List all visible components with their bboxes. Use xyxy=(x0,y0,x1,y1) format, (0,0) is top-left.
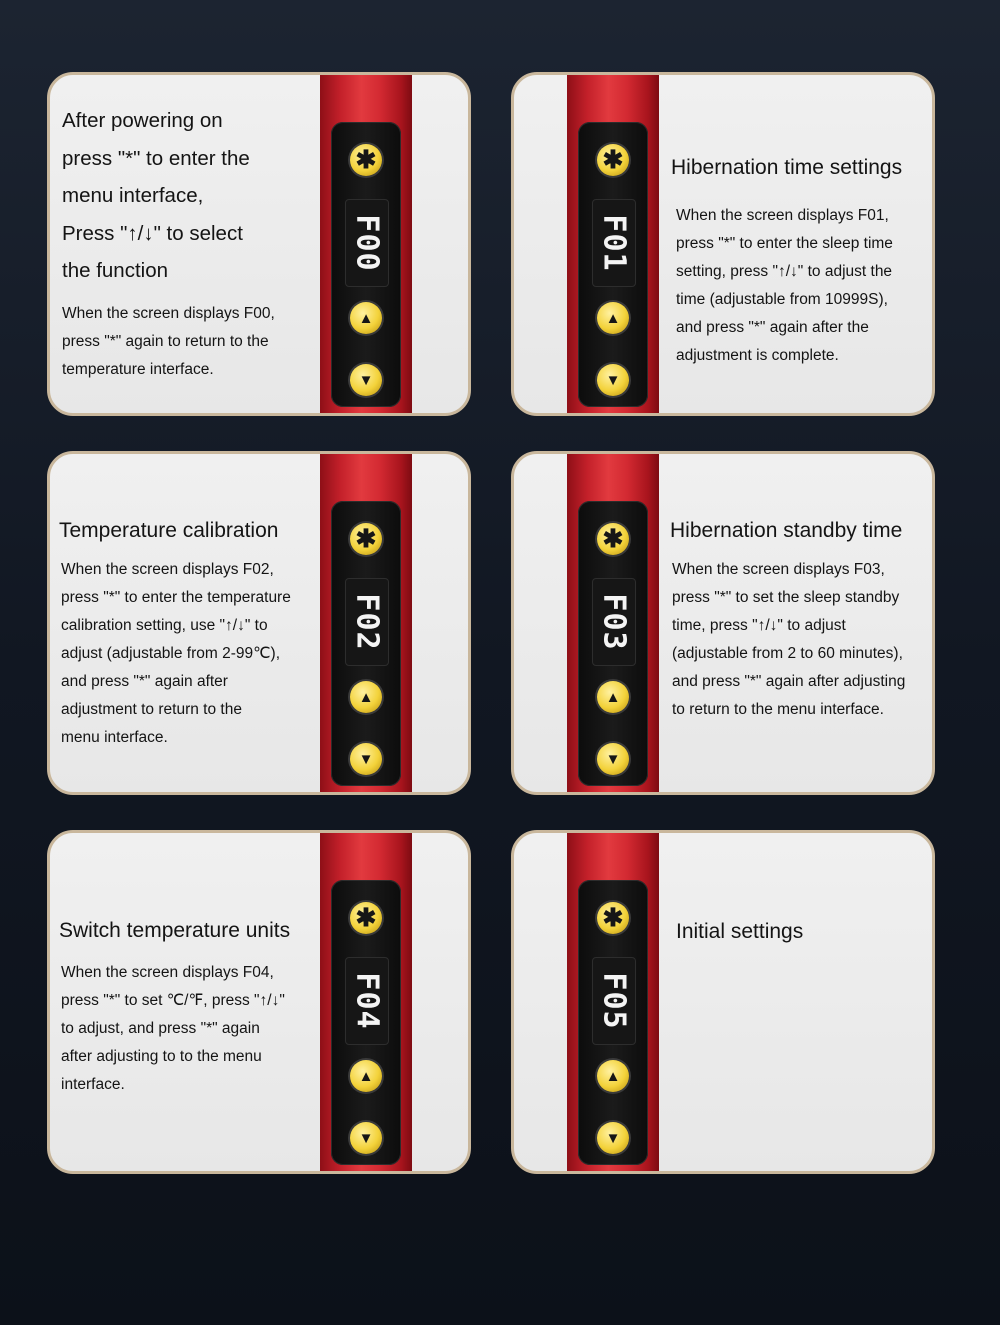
asterisk-icon: ✱ xyxy=(602,145,624,174)
up-button[interactable] xyxy=(350,1060,382,1092)
display-code: F00 xyxy=(349,214,385,272)
up-button[interactable] xyxy=(597,1060,629,1092)
display-code: F05 xyxy=(596,972,632,1030)
led-display xyxy=(345,578,389,666)
triangle-up-icon: ▲ xyxy=(605,688,621,706)
control-panel xyxy=(578,880,648,1165)
card-f02 xyxy=(47,451,471,795)
card-title: Hibernation standby time xyxy=(670,519,903,542)
down-button[interactable] xyxy=(350,743,382,775)
control-panel xyxy=(578,122,648,407)
soldering-iron-handle xyxy=(567,454,659,792)
down-button[interactable] xyxy=(597,743,629,775)
triangle-up-icon: ▲ xyxy=(358,309,374,327)
card-f04 xyxy=(47,830,471,1174)
asterisk-button[interactable] xyxy=(350,144,382,176)
display-code: F04 xyxy=(349,972,385,1030)
led-display xyxy=(592,957,636,1045)
asterisk-button[interactable] xyxy=(597,902,629,934)
triangle-up-icon: ▲ xyxy=(358,688,374,706)
triangle-down-icon: ▼ xyxy=(358,371,374,389)
control-panel xyxy=(331,501,401,786)
asterisk-icon: ✱ xyxy=(355,145,377,174)
card-title: Hibernation time settings xyxy=(671,156,903,179)
display-code: F03 xyxy=(596,593,632,651)
down-button[interactable] xyxy=(350,1122,382,1154)
asterisk-icon: ✱ xyxy=(355,903,377,932)
up-button[interactable] xyxy=(350,681,382,713)
soldering-iron-handle xyxy=(320,75,412,413)
card-title: Temperature calibration xyxy=(59,519,279,542)
down-button[interactable] xyxy=(597,1122,629,1154)
asterisk-icon: ✱ xyxy=(355,524,377,553)
card-f01 xyxy=(511,72,935,416)
triangle-down-icon: ▼ xyxy=(605,1129,621,1147)
soldering-iron-handle xyxy=(567,75,659,413)
led-display xyxy=(345,199,389,287)
led-display xyxy=(592,578,636,666)
card-body: When the screen displays F02, press "*" to enter the temperature calibration setting, use "↑/↓" to adjust (adjustable from 2-99℃), and press "*" again after adjustment to return to the menu interface. xyxy=(61,561,291,746)
asterisk-button[interactable] xyxy=(350,523,382,555)
led-display xyxy=(345,957,389,1045)
soldering-iron-handle xyxy=(320,454,412,792)
control-panel xyxy=(331,122,401,407)
triangle-up-icon: ▲ xyxy=(358,1067,374,1085)
asterisk-icon: ✱ xyxy=(602,524,624,553)
card-body: When the screen displays F00, press "*" again to return to the temperature interface. xyxy=(62,305,275,378)
display-code: F01 xyxy=(596,214,632,272)
triangle-up-icon: ▲ xyxy=(605,309,621,327)
card-title: Initial settings xyxy=(676,920,804,943)
asterisk-button[interactable] xyxy=(350,902,382,934)
asterisk-icon: ✱ xyxy=(602,903,624,932)
card-f05 xyxy=(511,830,935,1174)
triangle-down-icon: ▼ xyxy=(605,371,621,389)
card-f03 xyxy=(511,451,935,795)
down-button[interactable] xyxy=(350,364,382,396)
card-body: When the screen displays F03, press "*" to set the sleep standby time, press "↑/↓" to adjust (adjustable from 2 to 60 minutes), and press "*" again after adjusting to return to the menu interface. xyxy=(672,561,906,718)
triangle-down-icon: ▼ xyxy=(358,1129,374,1147)
display-code: F02 xyxy=(349,593,385,651)
control-panel xyxy=(331,880,401,1165)
led-display xyxy=(592,199,636,287)
card-title: After powering on press "*" to enter the menu interface, Press "↑/↓" to select the function xyxy=(62,109,250,282)
asterisk-button[interactable] xyxy=(597,144,629,176)
up-button[interactable] xyxy=(350,302,382,334)
triangle-down-icon: ▼ xyxy=(358,750,374,768)
triangle-down-icon: ▼ xyxy=(605,750,621,768)
card-f00 xyxy=(47,72,471,416)
card-body: When the screen displays F01, press "*" to enter the sleep time setting, press "↑/↓" to adjust the time (adjustable from 10999S), and press "*" again after the adjustment is complete. xyxy=(676,207,893,364)
asterisk-button[interactable] xyxy=(597,523,629,555)
triangle-up-icon: ▲ xyxy=(605,1067,621,1085)
card-title: Switch temperature units xyxy=(59,919,291,942)
down-button[interactable] xyxy=(597,364,629,396)
control-panel xyxy=(578,501,648,786)
soldering-iron-handle xyxy=(320,833,412,1171)
soldering-iron-handle xyxy=(567,833,659,1171)
up-button[interactable] xyxy=(597,302,629,334)
up-button[interactable] xyxy=(597,681,629,713)
card-body: When the screen displays F04, press "*" to set ℃/℉, press "↑/↓" to adjust, and press "*" again after adjusting to to the menu interface. xyxy=(61,964,285,1093)
